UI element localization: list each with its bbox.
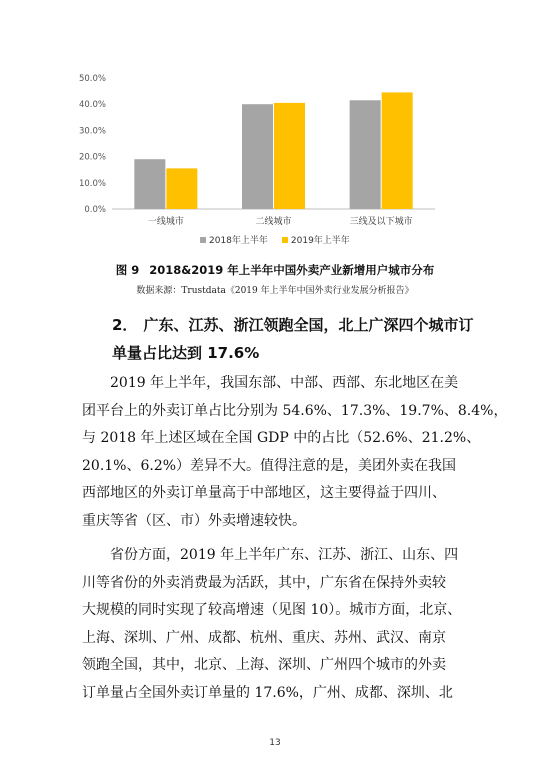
bar-2018-3 bbox=[350, 100, 381, 209]
section-title-part-1: 广东、江苏、浙江领跑全国，北上广深四个城市订 bbox=[143, 316, 474, 334]
y-tick-label: 30.0% bbox=[78, 126, 106, 137]
y-tick-label: 40.0% bbox=[78, 100, 106, 111]
paragraph-1 bbox=[82, 370, 508, 535]
chart-legend bbox=[200, 233, 350, 246]
y-tick-label: 0.0% bbox=[84, 205, 106, 215]
section-number: 2． bbox=[112, 316, 138, 334]
paragraph-line: 与 2018 年上述区域在全国 GDP 中的占比（52.6%、21.2%、 bbox=[82, 430, 481, 446]
figure-source: 数据来源：Trustdata《2019 年上半年中国外卖行业发展分析报告》 bbox=[136, 286, 414, 296]
bar-2019-1 bbox=[166, 168, 197, 209]
figure-caption bbox=[0, 262, 550, 278]
paragraph-line: 2019 年上半年，我国东部、中部、西部、东北地区在美 bbox=[110, 375, 459, 391]
bar-2019-2 bbox=[274, 103, 305, 209]
paragraph-line: 西部地区的外卖订单量高于中部地区，这主要得益于四川、 bbox=[82, 485, 446, 501]
bar-2018-2 bbox=[242, 104, 273, 209]
legend-swatch-2019 bbox=[282, 237, 288, 243]
paragraph-line: 省份方面，2019 年上半年广东、江苏、浙江、山东、四 bbox=[110, 547, 459, 563]
legend-item-2018 bbox=[200, 233, 268, 246]
figure-title: 2018&2019 年上半年中国外卖产业新增用户城市分布 bbox=[149, 263, 435, 277]
x-tick-label: 二线城市 bbox=[255, 217, 292, 227]
legend-swatch-2018 bbox=[200, 237, 206, 243]
paragraph-line: 领跑全国，其中，北京、上海、深圳、广州四个城市的外卖 bbox=[82, 657, 446, 673]
bar-2018-1 bbox=[134, 159, 165, 209]
paragraph-line: 重庆等省（区、市）外卖增速较快。 bbox=[82, 512, 306, 529]
y-tick-label: 10.0% bbox=[78, 178, 106, 189]
y-tick-label: 20.0% bbox=[78, 152, 106, 163]
paragraph-2 bbox=[82, 542, 482, 707]
x-tick-label: 三线及以下城市 bbox=[349, 217, 413, 227]
bar-chart bbox=[60, 62, 460, 252]
bar-2019-3 bbox=[382, 92, 413, 209]
page-number: 13 bbox=[269, 738, 281, 748]
legend-item-2019 bbox=[282, 233, 350, 246]
figure-number: 图 9 bbox=[115, 263, 140, 277]
section-heading bbox=[112, 311, 480, 367]
paragraph-line: 团平台上的外卖订单占比分别为 54.6%、17.3%、19.7%、8.4%， bbox=[82, 402, 508, 419]
paragraph-line: 大规模的同时实现了较高增速（见图 10）。城市方面，北京、 bbox=[82, 602, 462, 618]
y-tick-label: 50.0% bbox=[78, 74, 106, 84]
section-heading-line-1 bbox=[112, 311, 480, 339]
paragraph-line: 上海、深圳、广州、成都、杭州、重庆、苏州、武汉、南京 bbox=[82, 629, 446, 646]
x-tick-label: 一线城市 bbox=[147, 217, 184, 227]
legend-label-2019: 2019年上半年 bbox=[290, 236, 350, 246]
paragraph-line: 20.1%、6.2%）差异不大。值得注意的是，美团外卖在我国 bbox=[82, 457, 457, 474]
section-heading-line-2: 单量占比达到 17.6% bbox=[112, 344, 260, 362]
legend-label-2018: 2018年上半年 bbox=[209, 236, 268, 246]
paragraph-line: 川等省份的外卖消费最为活跃，其中，广东省在保持外卖较 bbox=[82, 574, 446, 591]
paragraph-line: 订单量占全国外卖订单量的 17.6%，广州、成都、深圳、北 bbox=[82, 684, 453, 701]
